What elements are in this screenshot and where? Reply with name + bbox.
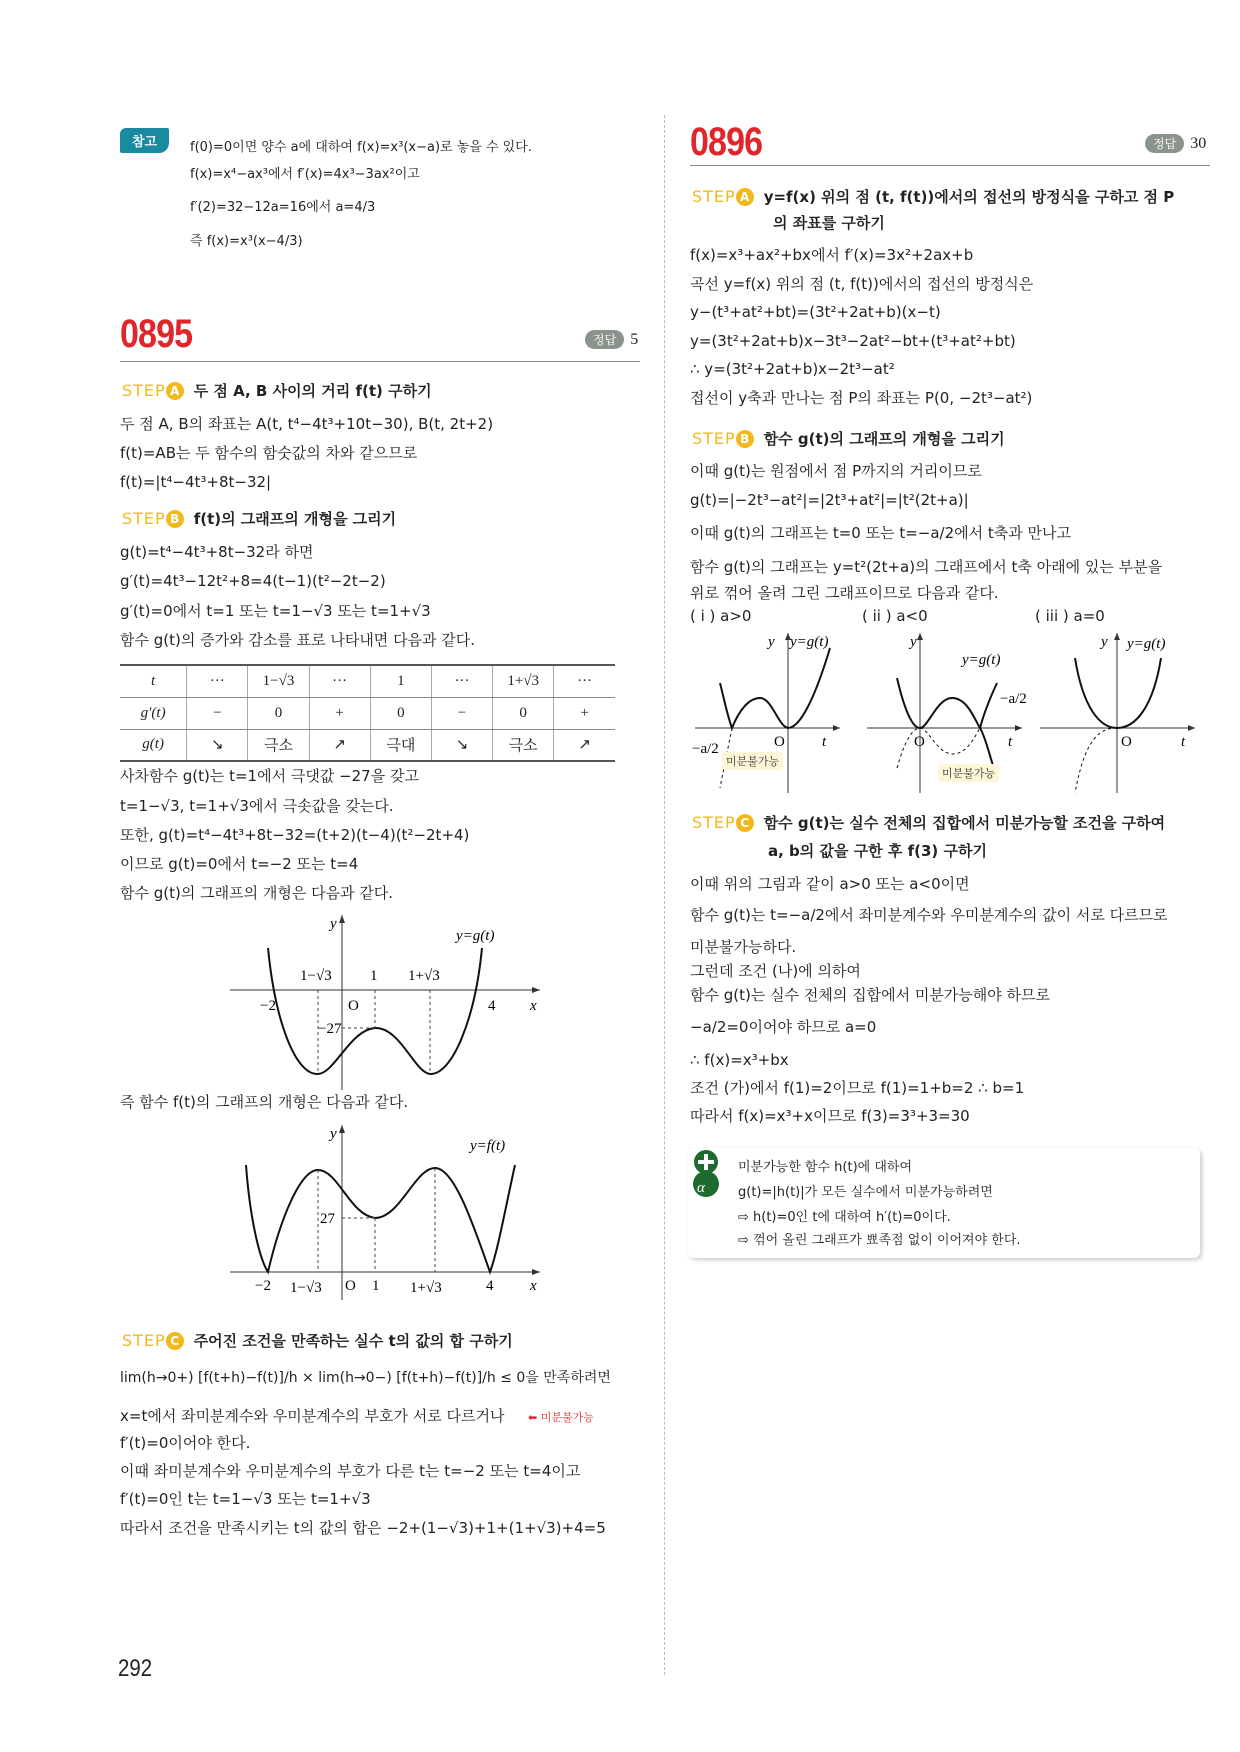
note-line: f(0)=0이면 양수 a에 대하여 f(x)=x³(x−a)로 놓을 수 있다. <box>190 140 532 155</box>
svg-text:y: y <box>330 916 337 932</box>
graph-case-i <box>690 628 850 798</box>
column-divider <box>664 115 665 1675</box>
case-label: ( ii ) a<0 <box>862 607 928 625</box>
step-title: 함수 g(t)는 실수 전체의 집합에서 미분가능할 조건을 구하여 <box>763 814 1166 832</box>
text-line: 함수 g(t)는 실수 전체의 집합에서 미분가능해야 하므로 <box>690 986 1051 1004</box>
svg-text:−a/2: −a/2 <box>1000 691 1027 707</box>
text-line: −a/2=0이어야 하므로 a=0 <box>690 1018 877 1036</box>
case-label: ( iii ) a=0 <box>1035 607 1105 625</box>
svg-text:1+√3: 1+√3 <box>408 968 440 984</box>
text-line: g′(t)=4t³−12t²+8=4(t−1)(t²−2t−2) <box>120 572 386 590</box>
text-line: f(t)=AB는 두 함수의 함숫값의 차와 같으므로 <box>120 444 418 462</box>
svg-text:−2: −2 <box>255 1278 271 1294</box>
text-line: y−(t³+at²+bt)=(3t²+2at+b)(x−t) <box>690 303 941 321</box>
svg-text:O: O <box>1121 734 1132 750</box>
step-c-badge: C <box>736 814 754 832</box>
svg-text:y: y <box>910 634 917 650</box>
limit-expression: lim(h→0+) [f(t+h)−f(t)]/h × lim(h→0−) [f(t+h)−f(t)]/h ≤ 0을 만족하려면 <box>120 1370 611 1386</box>
table-row: g(t) ↘ 극소 ↗ 극대 ↘ 극소 ↗ <box>120 729 615 761</box>
text-line: 즉 함수 f(t)의 그래프의 개형은 다음과 같다. <box>120 1093 409 1111</box>
step-a-badge: A <box>736 188 754 206</box>
note-line: f′(2)=32−12a=16에서 a=4/3 <box>190 200 376 215</box>
text-line: 함수 g(t)의 증가와 감소를 표로 나타내면 다음과 같다. <box>120 631 476 649</box>
text-line: f(t)=|t⁴−4t³+8t−32| <box>120 473 272 491</box>
text-line: f′(t)=0이어야 한다. <box>120 1434 251 1452</box>
graph-g <box>220 910 550 1090</box>
text-line: y=(3t²+2at+b)x−3t³−2at²−bt+(t³+at²+bt) <box>690 332 1016 350</box>
step-b-heading: STEP B f(t)의 그래프의 개형을 그리기 <box>122 509 397 528</box>
svg-text:y=g(t): y=g(t) <box>790 634 829 650</box>
text-line: 따라서 f(x)=x³+x이므로 f(3)=3³+3=30 <box>690 1107 970 1125</box>
text-line: 따라서 조건을 만족시키는 t의 값의 합은 −2+(1−√3)+1+(1+√3)+4=5 <box>120 1519 606 1537</box>
step-title: 두 점 A, B 사이의 거리 f(t) 구하기 <box>193 382 432 400</box>
answer-badge: 정답 <box>585 330 624 349</box>
svg-text:t: t <box>1181 734 1186 750</box>
svg-text:y=g(t): y=g(t) <box>1127 636 1166 652</box>
plus-alpha-icon <box>692 1150 720 1198</box>
note-line: f(x)=x⁴−ax³에서 f′(x)=4x³−3ax²이고 <box>190 167 420 182</box>
svg-text:y: y <box>1101 634 1108 650</box>
plus-alpha-line: 미분가능한 함수 h(t)에 대하여 <box>738 1160 913 1175</box>
text-line: 그런데 조건 (나)에 의하여 <box>690 962 861 980</box>
step-title-cont: a, b의 값을 구한 후 f(3) 구하기 <box>768 842 987 860</box>
svg-text:1−√3: 1−√3 <box>300 968 332 984</box>
svg-text:O: O <box>348 998 359 1014</box>
svg-text:4: 4 <box>488 998 496 1014</box>
text-line: 함수 g(t)의 그래프의 개형은 다음과 같다. <box>120 884 394 902</box>
plus-alpha-line: ⇨ h(t)=0인 t에 대하여 h′(t)=0이다. <box>738 1210 951 1225</box>
page-number: 292 <box>118 1655 153 1682</box>
graph-case-iii <box>1035 628 1205 798</box>
svg-text:t: t <box>1008 734 1013 750</box>
text-line: 이때 위의 그림과 같이 a>0 또는 a<0이면 <box>690 875 970 893</box>
text-line: 사차함수 g(t)는 t=1에서 극댓값 −27을 갖고 <box>120 767 419 785</box>
svg-text:−27: −27 <box>318 1021 342 1037</box>
step-a-badge: A <box>166 382 184 400</box>
text-line: 또한, g(t)=t⁴−4t³+8t−32=(t+2)(t−4)(t²−2t+4) <box>120 826 470 844</box>
tip-non-differentiable: 미분불가능 <box>938 764 999 782</box>
text-line: g′(t)=0에서 t=1 또는 t=1−√3 또는 t=1+√3 <box>120 602 431 620</box>
svg-text:−2: −2 <box>260 998 276 1014</box>
step-c-badge: C <box>166 1332 184 1350</box>
text-line: ∴ y=(3t²+2at+b)x−2t³−at² <box>690 360 895 378</box>
text-line: 미분불가능하다. <box>690 938 797 956</box>
text-line: x=t에서 좌미분계수와 우미분계수의 부호가 서로 다르거나 <box>120 1407 505 1425</box>
answer <box>585 330 638 349</box>
svg-text:y: y <box>330 1126 337 1142</box>
svg-text:y: y <box>768 634 775 650</box>
svg-text:y=g(t): y=g(t) <box>962 652 1001 668</box>
text-line: ∴ f(x)=x³+bx <box>690 1051 789 1069</box>
step-b-badge: B <box>166 510 184 528</box>
text-line: 두 점 A, B의 좌표는 A(t, t⁴−4t³+10t−30), B(t, 2t+2) <box>120 415 494 433</box>
svg-text:1+√3: 1+√3 <box>410 1280 442 1296</box>
tip-non-differentiable: 미분불가능 <box>722 752 783 770</box>
answer-badge: 정답 <box>1145 134 1184 153</box>
step-title: y=f(x) 위의 점 (t, f(t))에서의 접선의 방정식을 구하고 점 P <box>763 188 1175 206</box>
case-label: ( i ) a>0 <box>690 607 752 625</box>
answer-value: 30 <box>1190 135 1207 152</box>
text-line: t=1−√3, t=1+√3에서 극솟값을 갖는다. <box>120 797 394 815</box>
step-a-heading: STEP A 두 점 A, B 사이의 거리 f(t) 구하기 <box>122 381 432 400</box>
problem-number: 0896 <box>690 120 763 164</box>
problem-number: 0895 <box>120 312 193 356</box>
step-title: 함수 g(t)의 그래프의 개형을 그리기 <box>763 430 1005 448</box>
svg-text:1: 1 <box>372 1278 380 1294</box>
header-rule <box>690 165 1210 166</box>
step-b-badge: B <box>736 430 754 448</box>
text-line: 함수 g(t)는 t=−a/2에서 좌미분계수와 우미분계수의 값이 서로 다르므로 <box>690 906 1168 924</box>
text-line: 이므로 g(t)=0에서 t=−2 또는 t=4 <box>120 855 359 873</box>
text-line: 위로 꺾어 올려 그린 그래프이므로 다음과 같다. <box>690 584 999 602</box>
svg-text:y=g(t): y=g(t) <box>456 928 495 944</box>
step-c-heading: STEP C 주어진 조건을 만족하는 실수 t의 값의 합 구하기 <box>122 1331 513 1350</box>
step-title-cont: 의 좌표를 구하기 <box>773 214 885 232</box>
svg-text:−a/2: −a/2 <box>692 741 719 757</box>
step-title: f(t)의 그래프의 개형을 그리기 <box>193 510 397 528</box>
variation-table <box>120 664 615 762</box>
graph-f <box>220 1120 550 1300</box>
step-b-heading: STEP B 함수 g(t)의 그래프의 개형을 그리기 <box>692 429 1005 448</box>
note-badge: 참고 <box>120 128 169 153</box>
answer-value: 5 <box>630 331 639 348</box>
svg-text:t: t <box>822 734 827 750</box>
text-line: f(x)=x³+ax²+bx에서 f′(x)=3x²+2ax+b <box>690 246 974 264</box>
svg-text:1: 1 <box>370 968 378 984</box>
step-c-heading: STEP C 함수 g(t)는 실수 전체의 집합에서 미분가능할 조건을 구하여 <box>692 813 1166 832</box>
text-line: g(t)=t⁴−4t³+8t−32라 하면 <box>120 543 314 561</box>
side-tag: ⬅ 미분불가능 <box>528 1411 594 1424</box>
text-line: 이때 g(t)는 원점에서 점 P까지의 거리이므로 <box>690 462 982 480</box>
text-line: 이때 g(t)의 그래프는 t=0 또는 t=−a/2에서 t축과 만나고 <box>690 524 1072 542</box>
svg-text:x: x <box>530 1278 537 1294</box>
svg-text:α: α <box>697 1180 705 1196</box>
text-line: 조건 (가)에서 f(1)=2이므로 f(1)=1+b=2 ∴ b=1 <box>690 1079 1025 1097</box>
text-line: 함수 g(t)의 그래프는 y=t²(2t+a)의 그래프에서 t축 아래에 있는 부분을 <box>690 558 1163 576</box>
svg-text:4: 4 <box>486 1278 494 1294</box>
text-line: f′(t)=0인 t는 t=1−√3 또는 t=1+√3 <box>120 1490 371 1508</box>
svg-text:27: 27 <box>320 1211 335 1227</box>
text-line: 곡선 y=f(x) 위의 점 (t, f(t))에서의 접선의 방정식은 <box>690 275 1034 293</box>
text-line: 이때 좌미분계수와 우미분계수의 부호가 다른 t는 t=−2 또는 t=4이고 <box>120 1462 581 1480</box>
step-a-heading: STEP A y=f(x) 위의 점 (t, f(t))에서의 접선의 방정식을 구하고 점 P <box>692 187 1175 206</box>
plus-alpha-line: g(t)=|h(t)|가 모든 실수에서 미분가능하려면 <box>738 1185 993 1200</box>
svg-text:y=f(t): y=f(t) <box>470 1138 506 1154</box>
header-rule <box>120 361 640 362</box>
table-row: t ··· 1−√3 ··· 1 ··· 1+√3 ··· <box>120 665 615 697</box>
svg-text:O: O <box>914 734 925 750</box>
svg-text:1−√3: 1−√3 <box>290 1280 322 1296</box>
table-row: g′(t) − 0 + 0 − 0 + <box>120 697 615 729</box>
text-line: 접선이 y축과 만나는 점 P의 좌표는 P(0, −2t³−at²) <box>690 389 1033 407</box>
svg-text:x: x <box>530 998 537 1014</box>
plus-alpha-line: ⇨ 꺾어 올린 그래프가 뾰족점 없이 이어져야 한다. <box>738 1233 1021 1248</box>
svg-text:O: O <box>345 1278 356 1294</box>
answer <box>1145 134 1206 153</box>
step-title: 주어진 조건을 만족하는 실수 t의 값의 합 구하기 <box>193 1332 513 1350</box>
note-line: 즉 f(x)=x³(x−4/3) <box>190 234 303 249</box>
svg-text:O: O <box>774 734 785 750</box>
text-line: g(t)=|−2t³−at²|=|2t³+at²|=|t²(2t+a)| <box>690 491 969 509</box>
